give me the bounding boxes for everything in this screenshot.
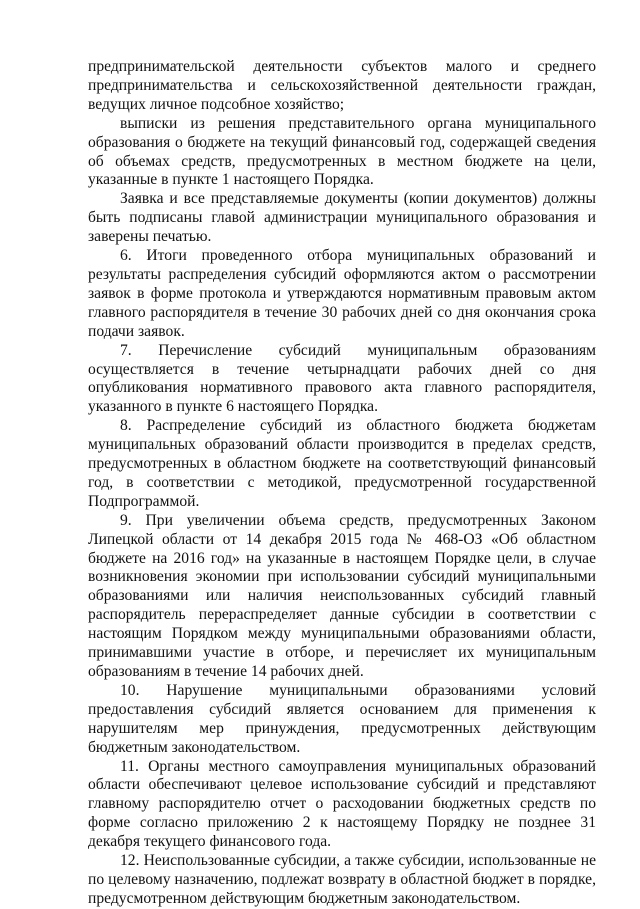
paragraph-item-12: 12. Неиспользованные субсидии, а также субсидии, использованные не по целевому назначению, подлежат возврату в областной бюджет в порядке, предусмотренном действующим бюджетным законодательством. (88, 852, 596, 907)
paragraph-continuation: предпринимательской деятельности субъектов малого и среднего предпринимательства и сельскохозяйственной деятельности граждан, ведущих личное подсобное хозяйство; (88, 58, 596, 113)
paragraph-item-10: 10. Нарушение муниципальными образованиями условий предоставления субсидий является основанием для применения к нарушителям мер принуждения, предусмотренных действующим бюджетным законодательством. (88, 681, 596, 756)
paragraph-item-6: 6. Итоги проведенного отбора муниципальных образований и результаты распределения субсидий оформляются актом о рассмотрении заявок в форме протокола и утверждаются нормативным правовым актом главного распорядителя в течение 30 рабочих дней со дня окончания срока подачи заявок. (88, 247, 596, 340)
paragraph-budget-extract: выписки из решения представительного органа муниципального образования о бюджете на текущий финансовый год, содержащей сведения об объемах средств, предусмотренных в местном бюджете на цели, указанные в пункте 1 настоящего Порядка. (88, 114, 596, 189)
paragraph-signature-requirement: Заявка и все представляемые документы (копии документов) должны быть подписаны главой администрации муниципального образования и заверены печатью. (88, 190, 596, 246)
paragraph-item-7: 7. Перечисление субсидий муниципальным образованиям осуществляется в течение четырнадцати рабочих дней со дня опубликования нормативного правового акта главного распорядителя, указанного в пункте 6 настоящего Порядка. (88, 341, 596, 416)
document-page (88, 58, 596, 909)
paragraph-item-8: 8. Распределение субсидий из областного бюджета бюджетам муниципальных образований области производится в пределах средств, предусмотренных в областном бюджете на соответствующий финансовый год, в соответствии с методикой, предусмотренной государственной Подпрограммой. (88, 417, 596, 510)
paragraph-item-9: 9. При увеличении объема средств, предусмотренных Законом Липецкой области от 14 декабря 2015 года № 468-ОЗ «Об областном бюджете на 2016 год» на указанные в настоящем Порядке цели, в случае возникновения экономии при использовании субсидий муниципальными образованиями или наличия неиспользованных субсидий главный распорядитель перераспределяет данные субсидии в соответствии с настоящим Порядком между муниципальными образованиями области, принимавшими участие в отборе, и перечисляет их муниципальным образованиям в течение 14 рабочих дней. (88, 511, 596, 680)
paragraph-item-11: 11. Органы местного самоуправления муниципальных образований области обеспечивают целевое использование субсидий и представляют главному распорядителю отчет о расходовании бюджетных средств по форме согласно приложению 2 к настоящему Порядку не позднее 31 декабря текущего финансового года. (88, 757, 596, 851)
